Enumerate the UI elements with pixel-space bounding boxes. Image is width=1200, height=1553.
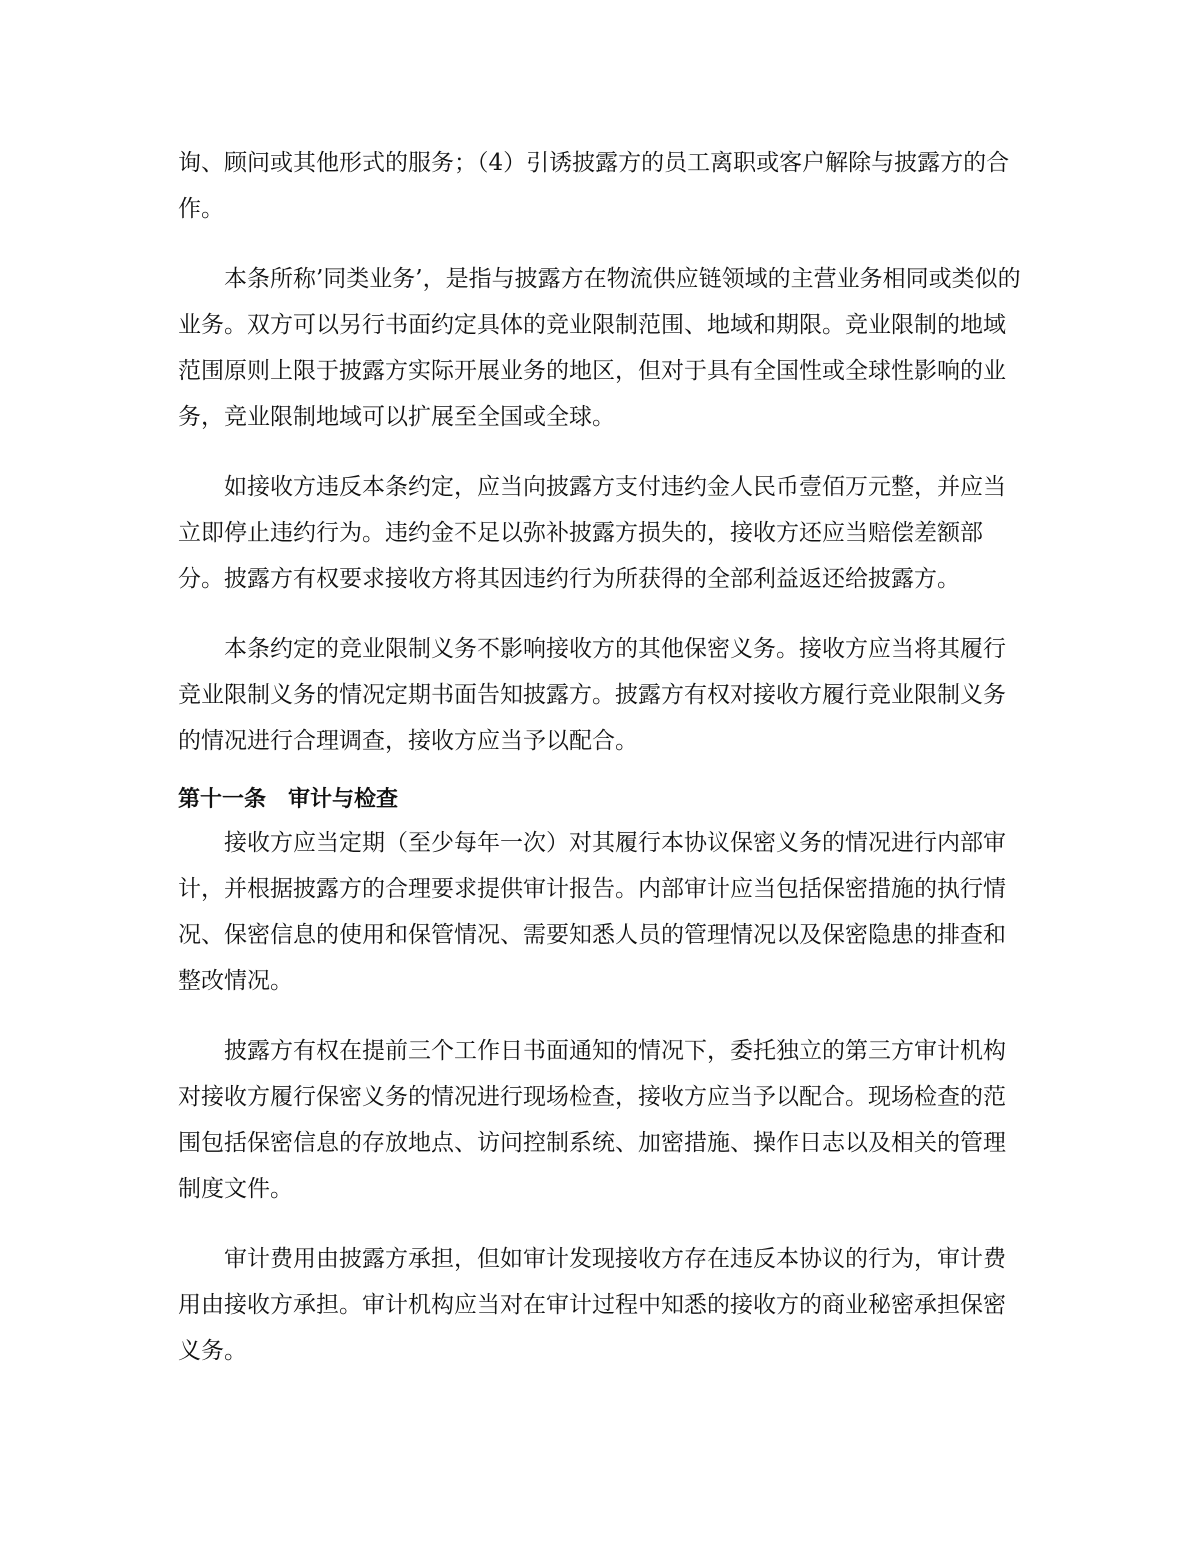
section10-paragraph-2: 如接收方违反本条约定，应当向披露方支付违约金人民币壹佰万元整，并应当立即停止违约行为。违约金不足以弥补披露方损失的，接收方还应当赔偿差额部分。披露方有权要求接收方将其因违约行为所获得的全部利益返还给披露方。 [178,474,1006,592]
section11-paragraph-1: 接收方应当定期（至少每年一次）对其履行本协议保密义务的情况进行内部审计，并根据披露方的合理要求提供审计报告。内部审计应当包括保密措施的执行情况、保密信息的使用和保管情况、需要知悉人员的管理情况以及保密隐患的排查和整改情况。 [178,830,1006,994]
section11-paragraph-2: 披露方有权在提前三个工作日书面通知的情况下，委托独立的第三方审计机构对接收方履行保密义务的情况进行现场检查，接收方应当予以配合。现场检查的范围包括保密信息的存放地点、访问控制系统、加密措施、操作日志以及相关的管理制度文件。 [178,1038,1006,1202]
section11-title: 审计与检查 [288,787,399,812]
section10-paragraph-3: 本条约定的竞业限制义务不影响接收方的其他保密义务。接收方应当将其履行竞业限制义务的情况定期书面告知披露方。披露方有权对接收方履行竞业限制义务的情况进行合理调查，接收方应当予以配合。 [178,636,1006,754]
section11-heading [178,780,1026,820]
document-page [178,140,1026,1374]
continuation-paragraph: 询、顾问或其他形式的服务；（4）引诱披露方的员工离职或客户解除与披露方的合作。 [178,150,1010,222]
section11-paragraph-3: 审计费用由披露方承担，但如审计发现接收方存在违反本协议的行为，审计费用由接收方承担。审计机构应当对在审计过程中知悉的接收方的商业秘密承担保密义务。 [178,1246,1006,1364]
section11-number: 第十一条 [178,787,267,812]
section10-paragraph-1: 本条所称’同类业务’，是指与披露方在物流供应链领域的主营业务相同或类似的业务。双方可以另行书面约定具体的竞业限制范围、地域和期限。竞业限制的地域范围原则上限于披露方实际开展业务的地区，但对于具有全国性或全球性影响的业务，竞业限制地域可以扩展至全国或全球。 [178,266,1021,430]
